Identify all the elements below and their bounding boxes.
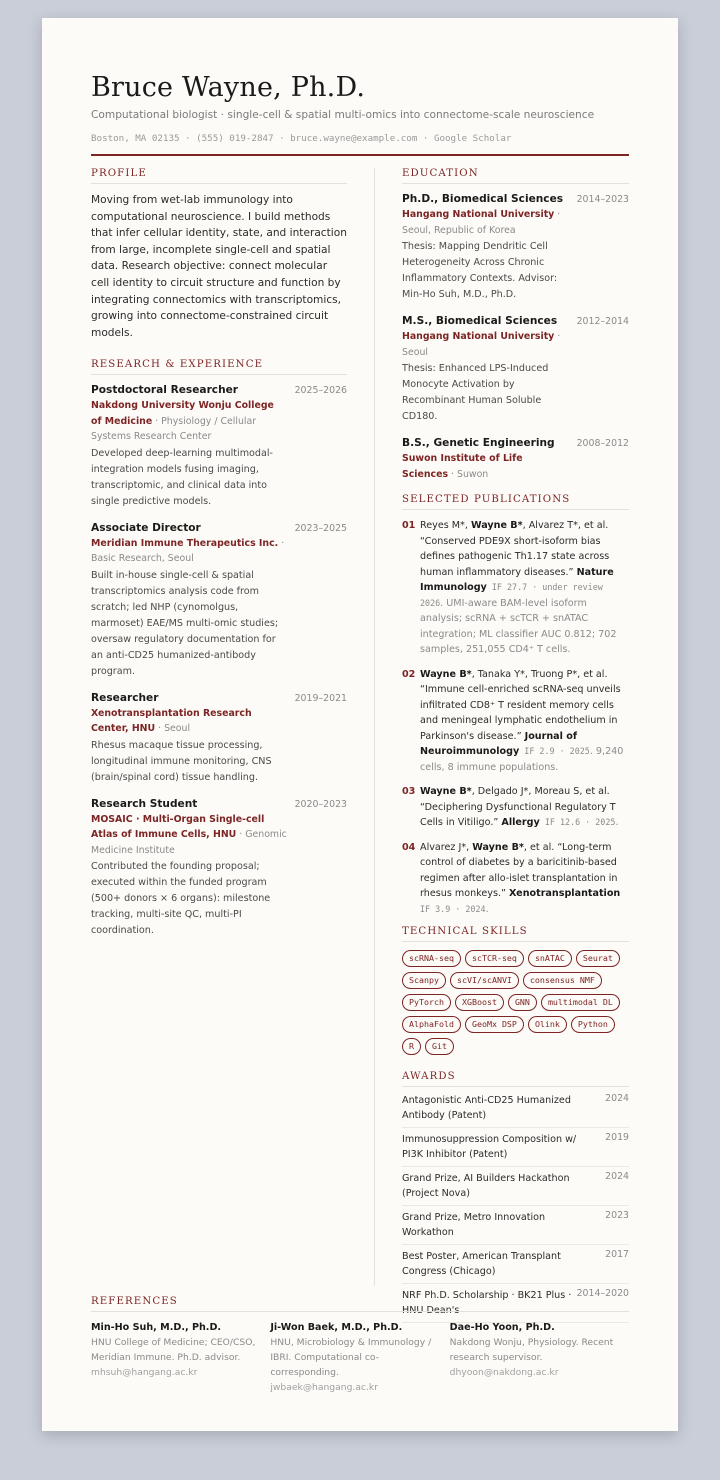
column-divider (374, 168, 375, 1286)
publication-item (402, 784, 629, 831)
institution-name: Hangang National University (402, 209, 555, 220)
experience-header (91, 797, 347, 812)
contact-line[interactable]: Boston, MA 02135 · (555) 019-2847 · bruce.wayne@example.com · Google Scholar (91, 133, 512, 144)
publication-number: 01 (402, 520, 416, 531)
institution-name: Hangang National University (402, 331, 555, 342)
skill-chip: snATAC (528, 950, 572, 967)
resume-name: Bruce Wayne, Ph.D. (91, 72, 366, 103)
profile-heading: PROFILE (91, 168, 347, 184)
degree-thesis: Thesis: Mapping Dendritic Cell Heterogeneity Across Chronic Inflammatory Contexts. Advisor: Min-Ho Suh, M.D., Ph.D. (402, 241, 558, 300)
award-name: Best Poster, American Transplant Congress (Chicago) (402, 1251, 561, 1277)
publication-note: . UMI-aware BAM-level isoform analysis; scRNA + scTCR + snATAC integration; ML classifier AUC 0.812; 702 samples, 251,055 CD4⁺ T cells. (420, 597, 617, 655)
degree-institution (402, 207, 562, 239)
institution-location: · Seoul (402, 331, 561, 358)
publication-note: . (615, 817, 619, 828)
education-header (402, 192, 629, 207)
reference-item (91, 1320, 270, 1395)
degree-title: B.S., Genetic Engineering (402, 437, 555, 449)
education-item (402, 314, 629, 425)
award-name: Grand Prize, Metro Innovation Workathon (402, 1212, 546, 1238)
experience-header (91, 521, 347, 536)
education-header (402, 436, 629, 451)
skills-heading: TECHNICAL SKILLS (402, 926, 629, 942)
publication-journal: Nature Immunology (420, 566, 614, 593)
degree-date: 2012–2014 (576, 316, 629, 327)
job-organization: MOSAIC · Multi-Organ Single-cell Atlas of Immune Cells, HNU (91, 813, 265, 841)
publication-author-self: Wayne B* (420, 668, 472, 680)
job-organization: Meridian Immune Therapeutics Inc. (91, 537, 279, 549)
publication-citation (420, 518, 629, 658)
publication-impact: IF 27.7 · under review 2026 (420, 582, 603, 608)
job-department: · Physiology / Cellular Systems Research Center (91, 415, 257, 443)
job-department: · Seoul (155, 723, 191, 735)
institution-location: · Seoul, Republic of Korea (402, 209, 561, 236)
skill-chip: GNN (508, 994, 537, 1011)
job-description: Rhesus macaque tissue processing, longitudinal immune monitoring, CNS (brain/spinal cord) tissue handling. (91, 739, 272, 783)
skill-chip: Git (425, 1038, 454, 1055)
skill-chip: multimodal DL (541, 994, 620, 1011)
job-affiliation (91, 812, 287, 859)
job-description: Developed deep-learning multimodal-integration models fusing imaging, transcriptomic, and clinical data into single predictive models. (91, 447, 274, 507)
award-name: Grand Prize, AI Builders Hackathon (Project Nova) (402, 1173, 570, 1199)
job-department: · Genomic Medicine Institute (91, 829, 287, 856)
resume-page (42, 18, 678, 1431)
experience-item (91, 797, 347, 940)
job-title: Postdoctoral Researcher (91, 384, 239, 397)
reference-item (270, 1320, 449, 1395)
publication-citation (420, 840, 629, 918)
publications-heading: SELECTED PUBLICATIONS (402, 494, 629, 510)
publication-impact: IF 12.6 · 2025 (539, 817, 616, 827)
job-affiliation (91, 398, 287, 445)
publication-citation (420, 667, 629, 776)
award-item (402, 1167, 629, 1206)
award-name: NRF Ph.D. Scholarship · BK21 Plus · HNU Dean's (402, 1290, 572, 1316)
award-item (402, 1206, 629, 1245)
publication-title: , Delgado J*, Moreau S, et al. “Deciphering Dysfunctional Regulatory T Cells in Vitiligo.” (420, 786, 616, 828)
award-date: 2017 (605, 1249, 629, 1260)
skill-chip: GeoMx DSP (465, 1016, 524, 1033)
reference-email[interactable]: dhyoon@nakdong.ac.kr (449, 1367, 559, 1378)
job-title: Research Student (91, 797, 198, 810)
reference-description: HNU, Microbiology & Immunology / IBRI. Computational co-corresponding. (270, 1337, 432, 1378)
reference-item (450, 1320, 629, 1395)
skill-chip: AlphaFold (402, 1016, 461, 1033)
publication-item (402, 840, 629, 918)
publication-number: 02 (402, 668, 416, 680)
publication-journal: Journal of Neuroimmunology (420, 730, 578, 757)
publication-journal: Allergy (501, 817, 540, 828)
experience-header (91, 383, 347, 398)
experience-header (91, 691, 347, 706)
job-date: 2020–2023 (294, 798, 347, 810)
publication-impact: IF 3.9 · 2024 (420, 903, 486, 914)
award-date: 2024 (605, 1093, 629, 1104)
reference-email[interactable]: jwbaek@hangang.ac.kr (270, 1382, 379, 1393)
skill-chip: PyTorch (402, 994, 451, 1011)
reference-description: HNU College of Medicine; CEO/CSO, Meridian Immune. Ph.D. advisor. (91, 1337, 256, 1363)
awards-list (402, 1089, 629, 1323)
award-name: Immunosuppression Composition w/ PI3K Inhibitor (Patent) (402, 1134, 577, 1160)
publication-impact: IF 2.9 · 2025 (519, 746, 590, 756)
degree-title: M.S., Biomedical Sciences (402, 315, 558, 327)
degree-institution (402, 329, 562, 361)
job-date: 2023–2025 (294, 522, 347, 534)
publication-number: 03 (402, 786, 416, 797)
publication-item (402, 518, 629, 658)
skill-chip: Olink (528, 1016, 567, 1033)
skill-chip: XGBoost (455, 994, 504, 1011)
reference-name: Min-Ho Suh, M.D., Ph.D. (91, 1322, 222, 1333)
degree-thesis: Thesis: Enhanced LPS-Induced Monocyte Activation by Recombinant Human Soluble CD180. (402, 363, 549, 422)
award-date: 2024 (605, 1171, 629, 1182)
job-date: 2019–2021 (294, 692, 347, 704)
publication-authors-pre: Reyes M*, (420, 520, 471, 531)
institution-location: · Suwon (448, 469, 489, 480)
degree-title: Ph.D., Biomedical Sciences (402, 193, 564, 205)
award-date: 2014–2020 (576, 1288, 629, 1299)
publication-citation (420, 784, 629, 831)
references-list (91, 1320, 629, 1395)
references-heading: REFERENCES (91, 1296, 629, 1312)
experience-heading: RESEARCH & EXPERIENCE (91, 359, 347, 375)
skill-chip: consensus NMF (523, 972, 602, 989)
publication-title: , et al. “Long-term control of diabetes by a baricitinib-based regimen after allo-islet transplantation in rhesus monkeys.” (420, 841, 618, 899)
publication-item (402, 667, 629, 776)
education-header (402, 314, 629, 329)
job-organization: Xenotransplantation Research Center, HNU (91, 707, 252, 735)
reference-email[interactable]: mhsuh@hangang.ac.kr (91, 1367, 198, 1378)
skill-chip: scRNA-seq (402, 950, 461, 967)
job-date: 2025–2026 (294, 385, 347, 397)
job-department: · Basic Research, Seoul (91, 537, 285, 565)
publication-note: . 9,240 cells, 8 immune populations. (420, 746, 624, 773)
degree-date: 2008–2012 (576, 438, 629, 449)
reference-description: Nakdong Wonju, Physiology. Recent research supervisor. (449, 1337, 614, 1363)
reference-name: Ji-Won Baek, M.D., Ph.D. (270, 1322, 403, 1333)
job-title: Researcher (91, 691, 159, 704)
publication-title: , Alvarez T*, et al. “Conserved PDE9X short-isoform bias defines pathogenic Th1.17 state across human inflammatory diseases.” (420, 520, 610, 578)
publication-author-self: Wayne B* (420, 786, 472, 797)
education-heading: EDUCATION (402, 168, 629, 184)
job-affiliation (91, 536, 287, 567)
publication-number: 04 (402, 841, 416, 853)
publication-journal: Xenotransplantation (509, 888, 621, 899)
institution-name: Suwon Institute of Life Sciences (402, 453, 523, 480)
job-description: Contributed the founding proposal; executed within the funded program (500+ donors × 6 organs): milestone tracking, multi-site QC, multi-PI coordination. (91, 861, 271, 937)
resume-tagline: Computational biologist · single-cell & spatial multi-omics into connectome-scale neuroscience (91, 109, 595, 121)
publication-author-self: Wayne B* (470, 520, 523, 531)
degree-institution (402, 451, 562, 483)
profile-text: Moving from wet-lab immunology into computational neuroscience. I build methods that infer cellular identity, state, and interaction from large, incomplete single-cell and spatial data. Research objective: connect molecular cell identity to circuit structure and function by integrating connectomics with transcriptomics, growing into connectome-constrained circuit models. (91, 194, 347, 339)
degree-date: 2014–2023 (576, 194, 629, 205)
job-title: Associate Director (91, 521, 201, 534)
skills-list (402, 950, 629, 1055)
awards-heading: AWARDS (402, 1071, 629, 1087)
award-item (402, 1245, 629, 1284)
references-section (91, 1296, 629, 1395)
award-date: 2019 (605, 1132, 629, 1143)
job-description: Built in-house single-cell & spatial transcriptomics analysis code from scratch; led NHP (cynomolgus, marmoset) EAE/MS multi-omic studies; oversaw regulatory documentation for an anti-CD25 humanized-antibody program. (91, 569, 279, 677)
experience-item (91, 521, 347, 680)
publication-title: , Tanaka Y*, Truong P*, et al. “Immune cell-enriched scRNA-seq unveils infiltrated CD8⁺ T resident memory cells and meningeal lymphatic endothelium in Parkinson's disease.” (420, 668, 621, 742)
skill-chip: Seurat (576, 950, 620, 967)
skill-chip: R (402, 1038, 421, 1055)
reference-name: Dae-Ho Yoon, Ph.D. (449, 1322, 555, 1333)
award-item (402, 1128, 629, 1167)
publication-author-self: Wayne B* (472, 841, 524, 853)
experience-list (91, 383, 347, 939)
experience-item (91, 383, 347, 510)
publication-note: . (485, 903, 489, 915)
award-date: 2023 (605, 1210, 629, 1221)
education-item (402, 436, 629, 483)
skill-chip: scVI/scANVI (450, 972, 519, 989)
header-rule (91, 154, 629, 156)
award-name: Antagonistic Anti-CD25 Humanized Antibody (Patent) (402, 1095, 571, 1121)
left-column (91, 168, 347, 950)
education-list (402, 192, 629, 483)
experience-item (91, 691, 347, 786)
skill-chip: Scanpy (402, 972, 446, 989)
right-column (402, 168, 629, 1323)
job-organization: Nakdong University Wonju College of Medicine (91, 400, 274, 427)
skill-chip: scTCR-seq (465, 950, 524, 967)
publications-list (402, 518, 629, 917)
education-item (402, 192, 629, 303)
award-item (402, 1089, 629, 1128)
publication-authors-pre: Alvarez J*, (420, 841, 473, 853)
job-affiliation (91, 706, 287, 737)
skill-chip: Python (571, 1016, 615, 1033)
